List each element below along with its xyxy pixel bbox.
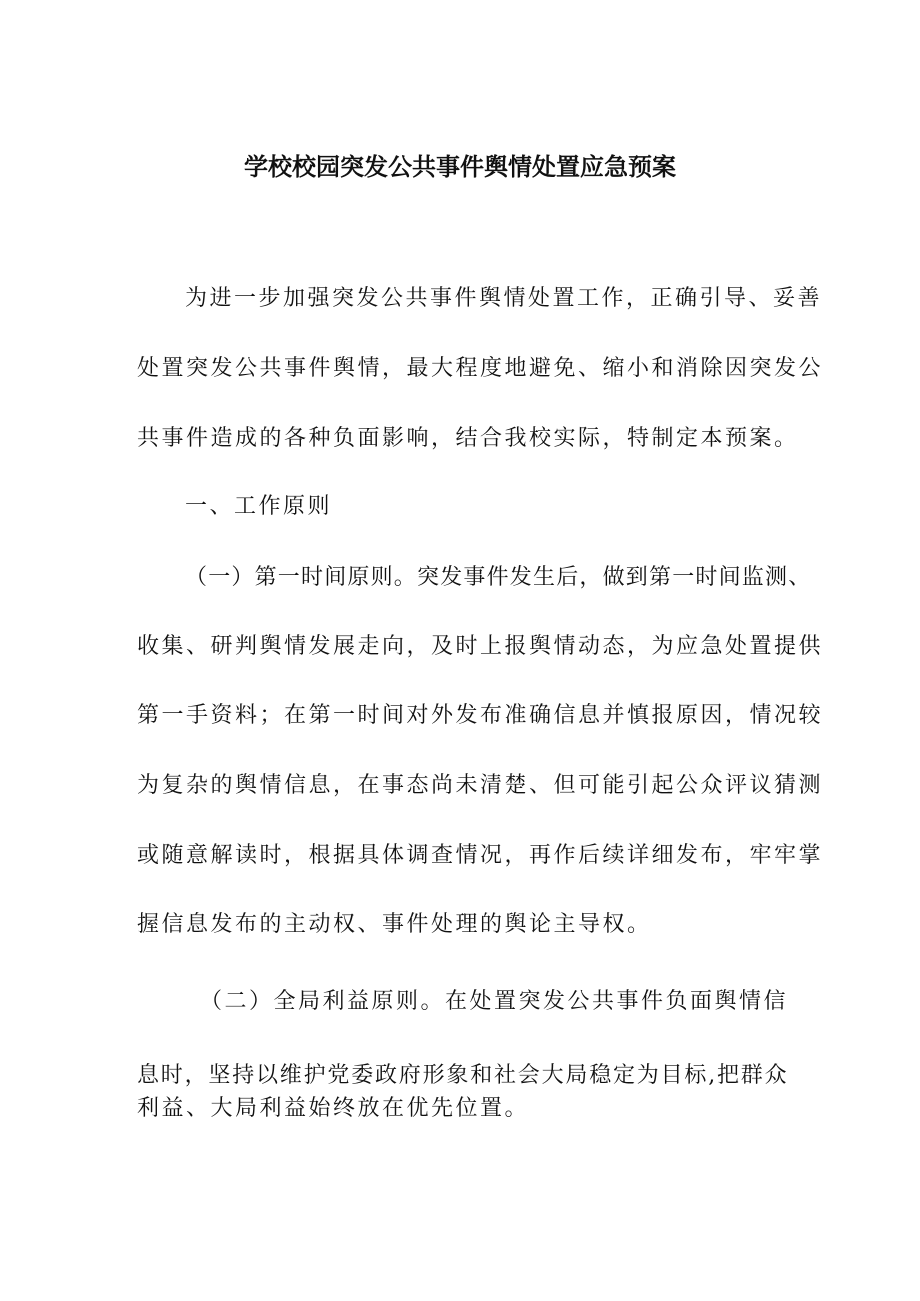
document-title: 学校校园突发公共事件舆情处置应急预案: [244, 153, 676, 181]
paragraph-line: 为复杂的舆情信息，在事态尚未清楚、但可能引起公众评议猜测: [137, 773, 824, 798]
paragraph-line: 握信息发布的主动权、事件处理的舆论主导权。: [137, 912, 652, 937]
paragraph-line: 第一手资料；在第一时间对外发布准确信息并慎报原因，情况较: [137, 703, 824, 728]
paragraph-line: 共事件造成的各种负面影响，结合我校实际，特制定本预案。: [137, 426, 799, 451]
paragraph-line: 收集、研判舆情发展走向，及时上报舆情动态，为应急处置提供: [137, 634, 824, 659]
paragraph-line: 为进一步加强突发公共事件舆情处置工作，正确引导、妥善: [185, 286, 823, 311]
paragraph-line: 利益、大局利益始终放在优先位置。: [137, 1096, 530, 1121]
paragraph-line: （二）全局利益原则。在处置突发公共事件负面舆情信: [200, 989, 789, 1014]
paragraph-line: 或随意解读时，根据具体调查情况，再作后续详细发布，牢牢掌: [137, 843, 824, 868]
paragraph-line: （一）第一时间原则。突发事件发生后，做到第一时间监测、: [185, 565, 812, 590]
paragraph-line: 息时，坚持以维护党委政府形象和社会大局稳定为目标,把群众: [137, 1063, 789, 1088]
paragraph-line: 处置突发公共事件舆情，最大程度地避免、缩小和消除因突发公: [137, 356, 824, 381]
section-heading: 一、工作原则: [185, 494, 333, 519]
